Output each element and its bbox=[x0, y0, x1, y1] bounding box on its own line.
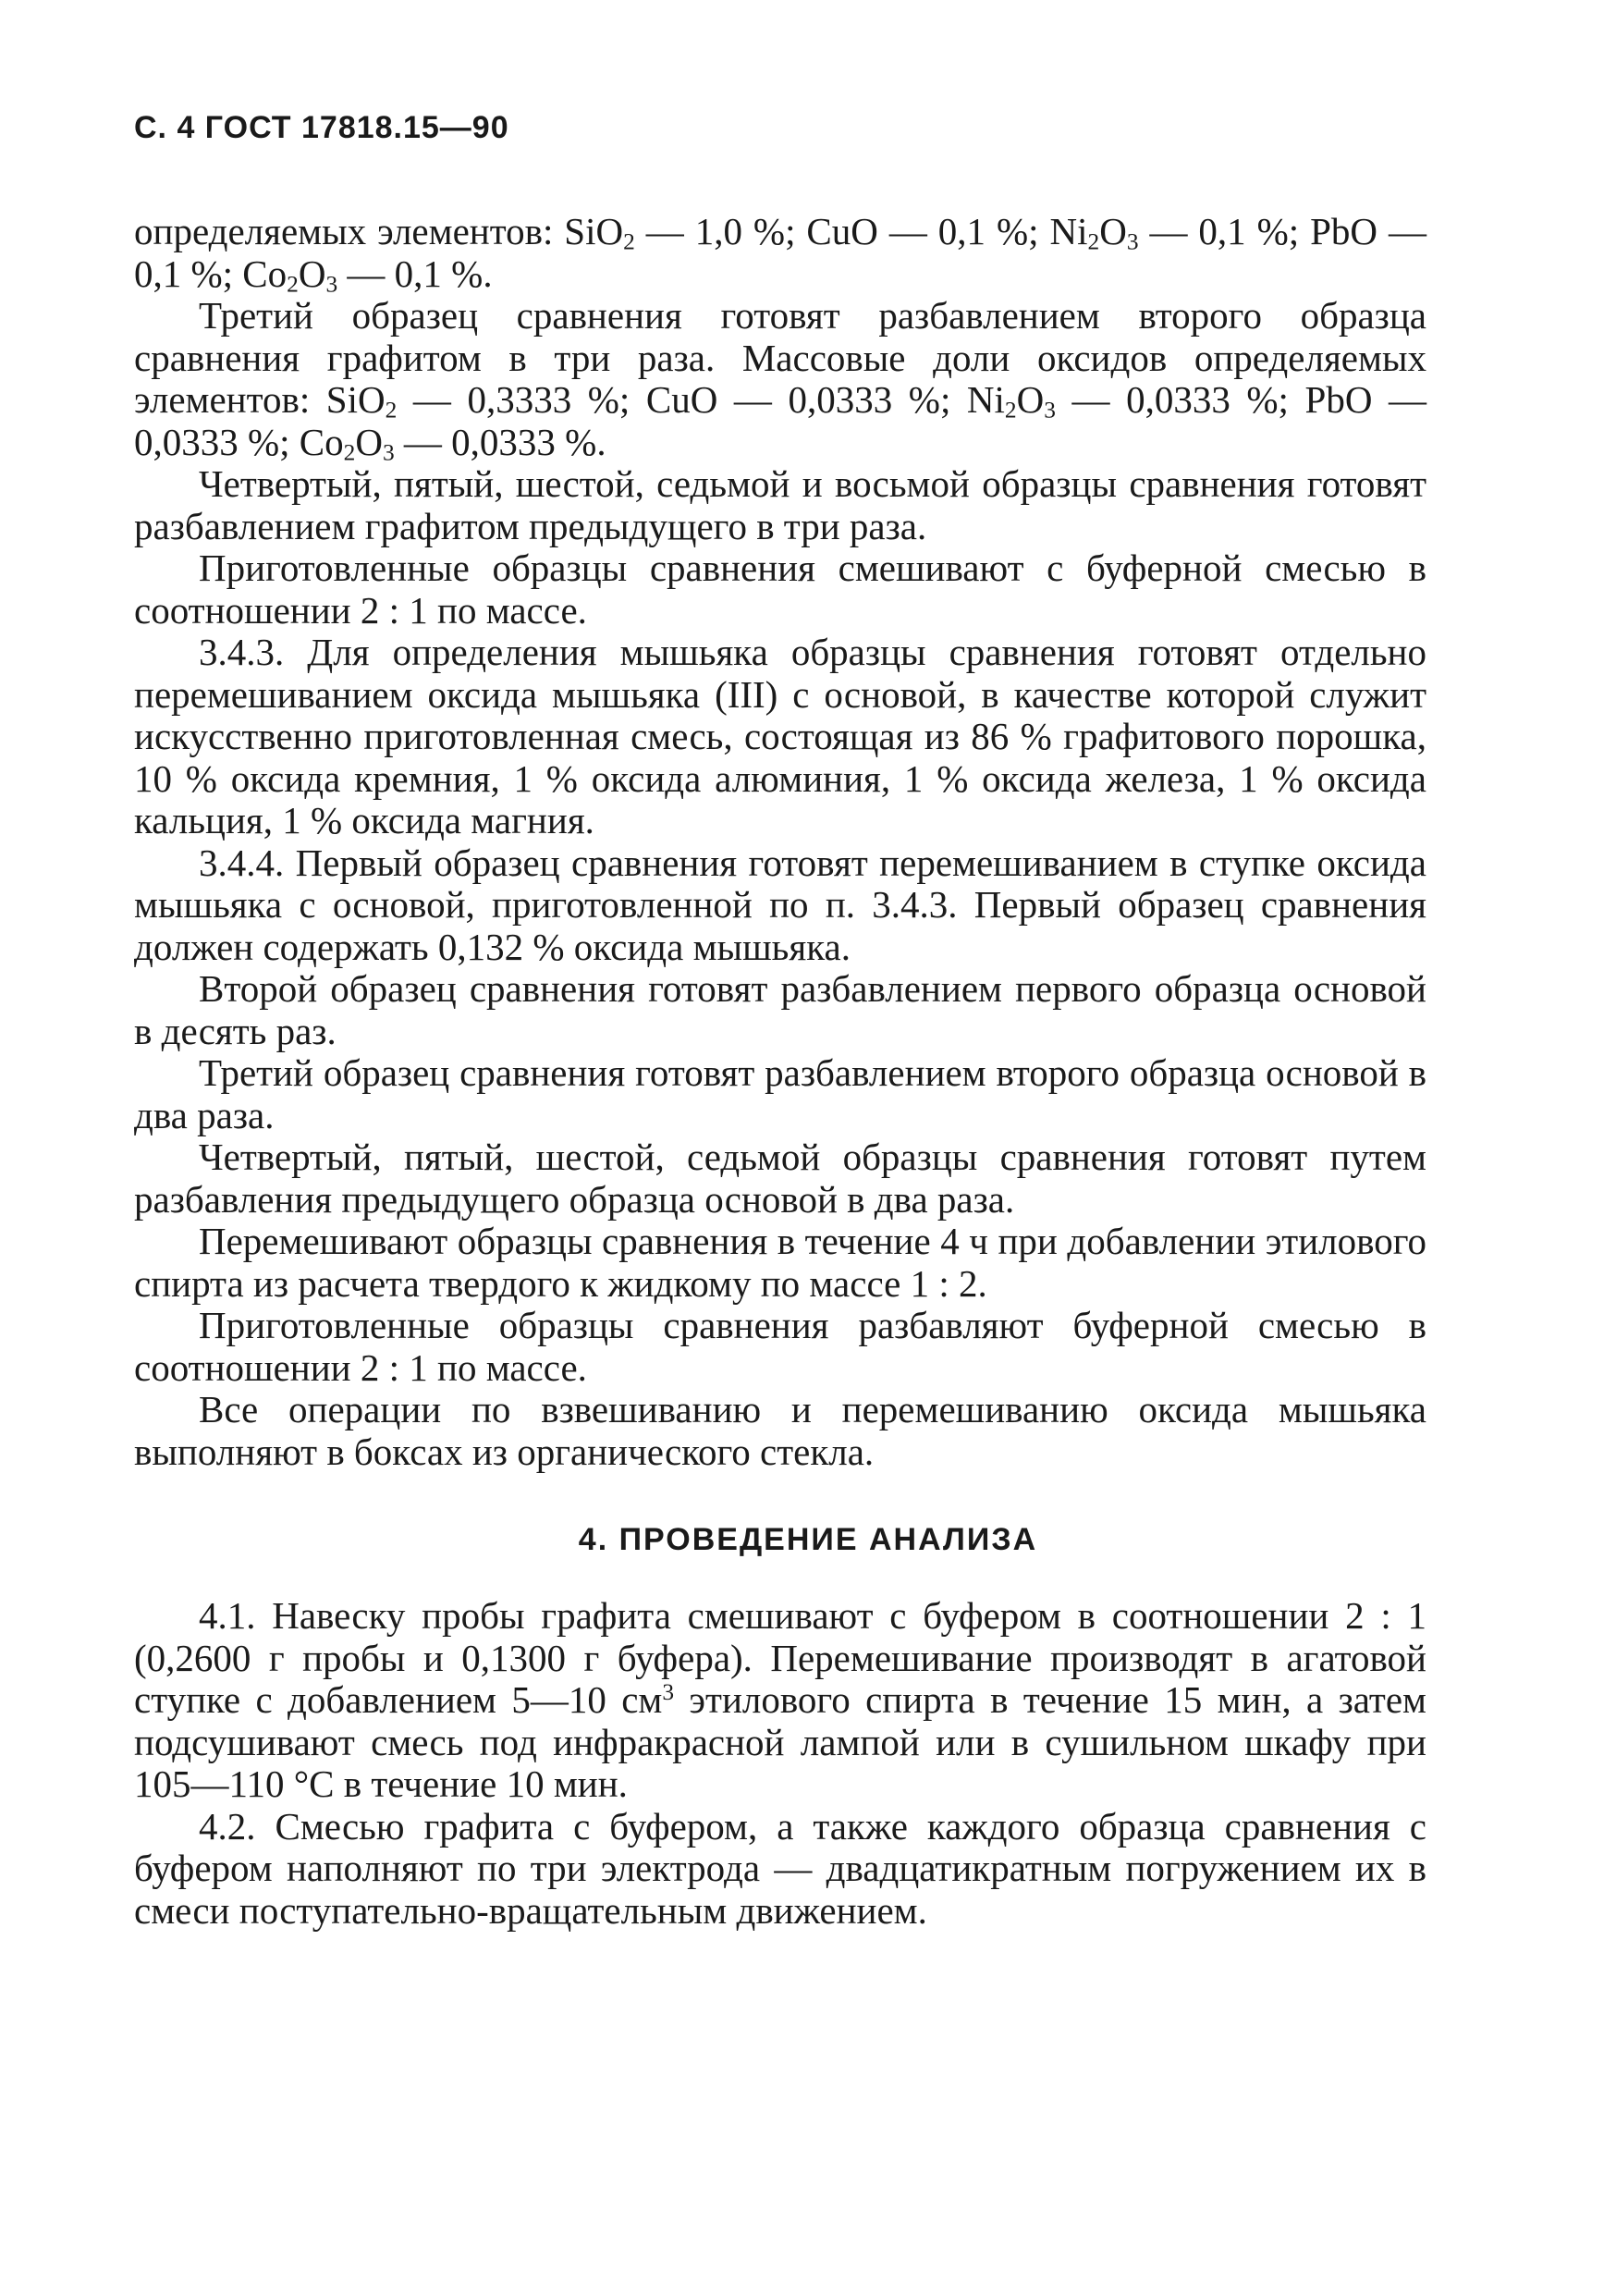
text-block-top bbox=[134, 211, 1426, 1473]
paragraph: Перемешивают образцы сравнения в течение 4 ч при добавлении этилового спирта из расчета твердого к жидкому по массе 1 : 2. bbox=[134, 1220, 1426, 1305]
paragraph: 3.4.3. Для определения мышьяка образцы сравнения готовят отдельно перемешиванием оксида мышьяка (III) с основой, в качестве которой служит искусственно приготовленная смесь, состоящая из 86 % графитового порошка, 10 % оксида кремния, 1 % оксида алюминия, 1 % оксида железа, 1 % оксида кальция, 1 % оксида магния. bbox=[134, 631, 1426, 841]
paragraph: 4.1. Навеску пробы графита смешивают с буфером в соотношении 2 : 1 (0,2600 г пробы и 0,1300 г буфера). Перемешивание производят в агатовой ступке с добавлением 5—10 $см^3$ этилового спирта в течение 15 мин, а затем подсушивают смесь под инфракрасной лампой или в сушильном шкафу при 105—110 °С в течение 10 мин. bbox=[134, 1594, 1426, 1805]
paragraph: Четвертый, пятый, шестой, седьмой образцы сравнения готовят путем разбавления предыдущего образца основой в два раза. bbox=[134, 1136, 1426, 1221]
paragraph: Третий образец сравнения готовят разбавлением второго образца основой в два раза. bbox=[134, 1051, 1426, 1136]
paragraph: Третий образец сравнения готовят разбавлением второго образца сравнения графитом в три раза. Массовые доли оксидов определяемых элементов: SiO$_2$ — 0,3333 %; CuO — 0,0333 %; $Ni_2O_3$ — 0,0333 %; PbO — 0,0333 %; $Co_2O_3$ — 0,0333 %. bbox=[134, 294, 1426, 466]
paragraph: Четвертый, пятый, шестой, седьмой и восьмой образцы сравнения готовят разбавлением графитом предыдущего в три раза. bbox=[134, 462, 1426, 547]
paragraph: Приготовленные образцы сравнения смешивают с буферной смесью в соотношении 2 : 1 по массе. bbox=[134, 546, 1426, 632]
paragraph: 4.2. Смесью графита с буфером, а также каждого образца сравнения с буфером наполняют по три электрода — двадцатикратным погружением их в смеси поступательно-вращательным движением. bbox=[134, 1804, 1426, 1932]
text-block-bottom bbox=[134, 1595, 1426, 1932]
section-title: 4. ПРОВЕДЕНИЕ АНАЛИЗА bbox=[578, 1522, 1038, 1557]
paragraph: Приготовленные образцы сравнения разбавляют буферной смесью в соотношении 2 : 1 по массе. bbox=[134, 1304, 1426, 1389]
paragraph: 3.4.4. Первый образец сравнения готовят перемешиванием в ступке оксида мышьяка с основой, приготовленной по п. 3.4.3. Первый образец сравнения должен содержать 0,132 % оксида мышьяка. bbox=[134, 841, 1426, 968]
paragraph: определяемых элементов: SiO$_2$ — 1,0 %; CuO — 0,1 %; $Ni_2O_3$ — 0,1 %; PbO — 0,1 %; $Co_2O_3$ — 0,1 %. bbox=[134, 210, 1426, 298]
paragraph: Второй образец сравнения готовят разбавлением первого образца основой в десять раз. bbox=[134, 967, 1426, 1052]
paragraph: Все операции по взвешиванию и перемешиванию оксида мышьяка выполняют в боксах из органического стекла. bbox=[134, 1388, 1426, 1473]
running-header: С. 4 ГОСТ 17818.15—90 bbox=[134, 110, 509, 145]
